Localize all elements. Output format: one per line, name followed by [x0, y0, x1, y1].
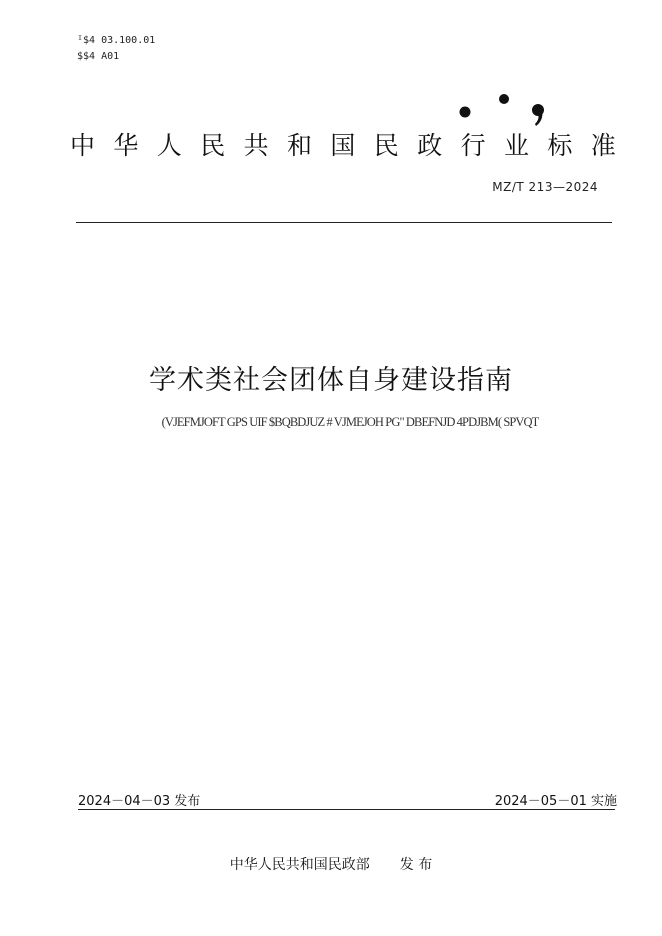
footer-divider — [78, 809, 615, 810]
ccs-code: $$4 A01 — [77, 51, 120, 62]
standard-number: MZ/T 213—2024 — [492, 180, 598, 194]
ics-code: ᴵ$4 03.100.01 — [77, 35, 156, 46]
english-title: (VJEFMJOFT GPS UIF $BQBDJUZ # VJMEJOH PG" DBEFNJD 4PDJBM( SPVQT — [161, 415, 539, 429]
document-title: 学术类社会团体自身建设指南 — [149, 365, 513, 396]
organization-heading: 中华人民共和国民政行业标准 — [70, 131, 635, 160]
publisher-action: 发 布 — [399, 857, 433, 873]
standard-logo-icon — [452, 88, 552, 128]
classification-codes — [77, 33, 155, 65]
header-divider — [76, 222, 612, 223]
publisher-line — [0, 854, 662, 874]
implementation-date: 2024－05－01 实施 — [494, 794, 617, 809]
publisher-name: 中华人民共和国民政部 — [229, 857, 370, 873]
release-date: 2024－04－03 发布 — [78, 794, 201, 809]
